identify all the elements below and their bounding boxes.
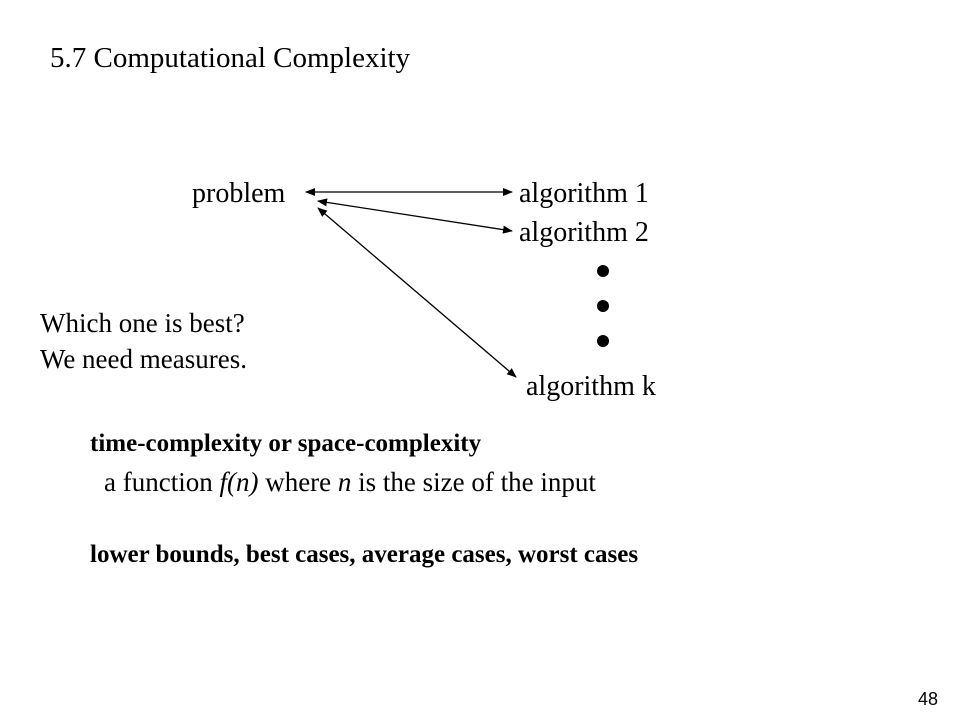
arrow-problem-algorithm-2 xyxy=(318,201,512,231)
page-number: 48 xyxy=(917,689,938,709)
cases-line: lower bounds, best cases, average cases, worst cases xyxy=(90,541,639,568)
slide-title: 5.7 Computational Complexity xyxy=(50,42,411,74)
algorithm-k-label: algorithm k xyxy=(526,371,656,402)
ellipsis-dot xyxy=(597,300,609,312)
algorithm-2-label: algorithm 2 xyxy=(519,217,649,248)
complexity-description xyxy=(104,469,596,496)
ellipsis-dot xyxy=(597,265,609,277)
question-line-1: Which one is best? xyxy=(40,308,245,338)
desc-suffix: is the size of the input xyxy=(351,467,596,497)
problem-label: problem xyxy=(192,178,286,209)
arrow-problem-algorithm-k xyxy=(318,208,516,377)
algorithm-1-label: algorithm 1 xyxy=(519,178,649,209)
desc-middle: where xyxy=(258,467,338,497)
desc-n: n xyxy=(337,467,352,497)
desc-prefix: a function xyxy=(104,467,220,497)
question-line-2: We need measures. xyxy=(40,344,247,374)
complexity-heading: time-complexity or space-complexity xyxy=(90,430,482,457)
desc-function: f(n) xyxy=(219,467,259,497)
ellipsis-dot xyxy=(597,335,609,347)
